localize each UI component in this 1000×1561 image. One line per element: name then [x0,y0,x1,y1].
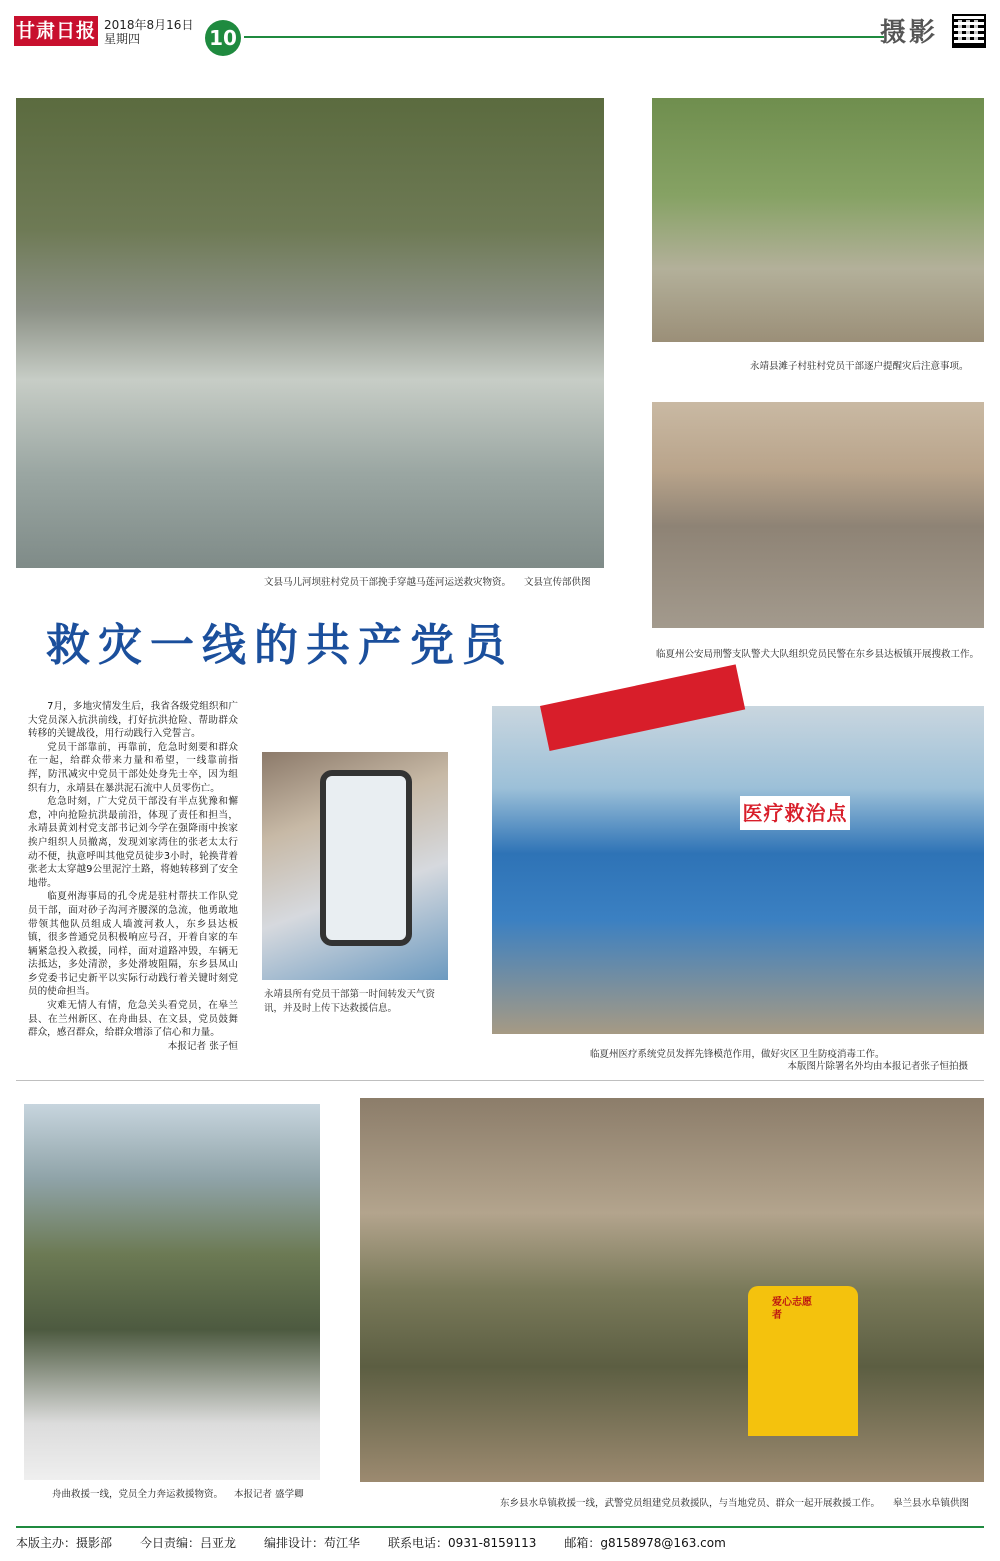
photo-armed-police-rescue [360,1098,984,1482]
page-number-badge: 10 [205,20,241,56]
date-text: 2018年8月16日 [104,18,194,32]
article-paragraph: 7月，多地灾情发生后，我省各级党组织和广大党员深入抗洪前线，打好抗洪抢险、帮助群众转移的关键战役，用行动践行入党誓言。 [28,701,238,740]
caption-credit: 本报记者 盛学卿 [234,1489,304,1500]
caption-line: 永靖县所有党员干部第一时间转发天气资 [264,989,436,1000]
caption-photo-4 [264,988,454,1016]
caption-photo-2: 永靖县滩子村驻村党员干部逐户提醒灾后注意事项。 [750,361,969,372]
caption-photo-7 [500,1497,969,1511]
article-paragraph: 危急时刻，广大党员干部没有半点犹豫和懈怠，冲向抢险抗洪最前沿，体现了责任和担当，永靖县黄刘村党支部书记刘今学在强降雨中挨家挨户组织人员撤离，发现刘家湾住的张老太太行动不便，执意呼叫其他党员徒步3小时，轮换背着张老太太穿越9公里泥泞土路，将她转移到了安全地带。 [28,796,238,889]
masthead-logo: 甘肃日报 [14,16,98,46]
footer-rule [16,1526,984,1528]
caption-photo-5: 临夏州医疗系统党员发挥先锋模范作用，做好灾区卫生防疫消毒工作。 [590,1049,885,1060]
footer [16,1534,984,1551]
section-title: 摄影 [880,18,939,48]
caption-photo-1 [264,576,591,590]
photo-medical-tents [492,706,984,1034]
weekday-text: 星期四 [104,32,141,46]
photo-village-reminder [652,98,984,342]
caption-photo-3: 临夏州公安局刑警支队警犬大队组织党员民警在东乡县达板镇开展搜救工作。 [656,649,980,660]
caption-photo-6 [52,1488,304,1502]
footer-phone: 联系电话：0931-8159113 [388,1536,537,1550]
issue-date [104,18,193,46]
caption-text: 东乡县水阜镇救援一线，武警党员组建党员救援队，与当地党员、群众一起开展救援工作。 [500,1498,881,1509]
page-headline: 救灾一线的共产党员 [46,620,514,671]
photo-police-search [652,402,984,628]
footer-email: 邮箱：g8158978@163.com [564,1536,726,1550]
article-byline: 本报记者 张子恒 [167,1040,238,1052]
footer-layout-designer: 编排设计：苟江华 [264,1536,361,1550]
caption-credit: 文县宣传部供图 [524,577,591,588]
photo-relief-supplies [24,1104,320,1480]
article-paragraph: 临夏州海事局的孔令虎是驻村帮扶工作队党员干部，面对砂子沟河齐腰深的急流，他勇敢地带领其他队员组成人墙渡河救人，东乡县达板镇，很多普通党员积极响应号召，开着自家的车辆紧急投入救援，同样，面对道路冲毁，车辆无法抵达，多处清淤，多处滑坡阻隔，东乡县凤山乡党委书记史新平以实际行动践行着关键时刻党员的使命担当。 [28,891,238,998]
section-divider [16,1080,984,1081]
photo-flood-crossing [16,98,604,568]
caption-text: 舟曲救援一线，党员全力奔运救援物资。 [52,1489,224,1500]
clinic-sign: 医疗救治点 [740,796,850,830]
photo-credit-note: 本版图片除署名外均由本报记者张子恒拍摄 [787,1061,968,1072]
qr-code-icon [952,14,986,48]
vest-label: 爱心志愿者 [772,1297,812,1321]
caption-text: 文县马儿河坝驻村党员干部挽手穿越马莲河运送救灾物资。 [264,577,512,588]
footer-editor-in-charge: 本版主办：摄影部 [16,1536,113,1550]
phone-icon [320,770,412,946]
header-rule [244,36,884,38]
footer-today-editor: 今日责编：吕亚龙 [140,1536,237,1550]
caption-line: 讯，并及时上传下达救援信息。 [264,1003,398,1014]
article-body [28,700,238,1053]
article-paragraph: 党员干部靠前，再靠前，危急时刻要和群众在一起，给群众带来力量和希望，一线靠前指挥，防汛减灾中党员干部处处身先士卒，因为组织有力，永靖县在暴洪泥石流中人员零伤亡。 [28,741,238,794]
caption-credit: 皋兰县水阜镇供图 [893,1498,970,1509]
article-paragraph: 灾难无情人有情，危急关头看党员，在皋兰县、在兰州新区、在舟曲县、在文县，党员鼓舞群众，感召群众，给群众增添了信心和力量。 [28,1000,238,1039]
